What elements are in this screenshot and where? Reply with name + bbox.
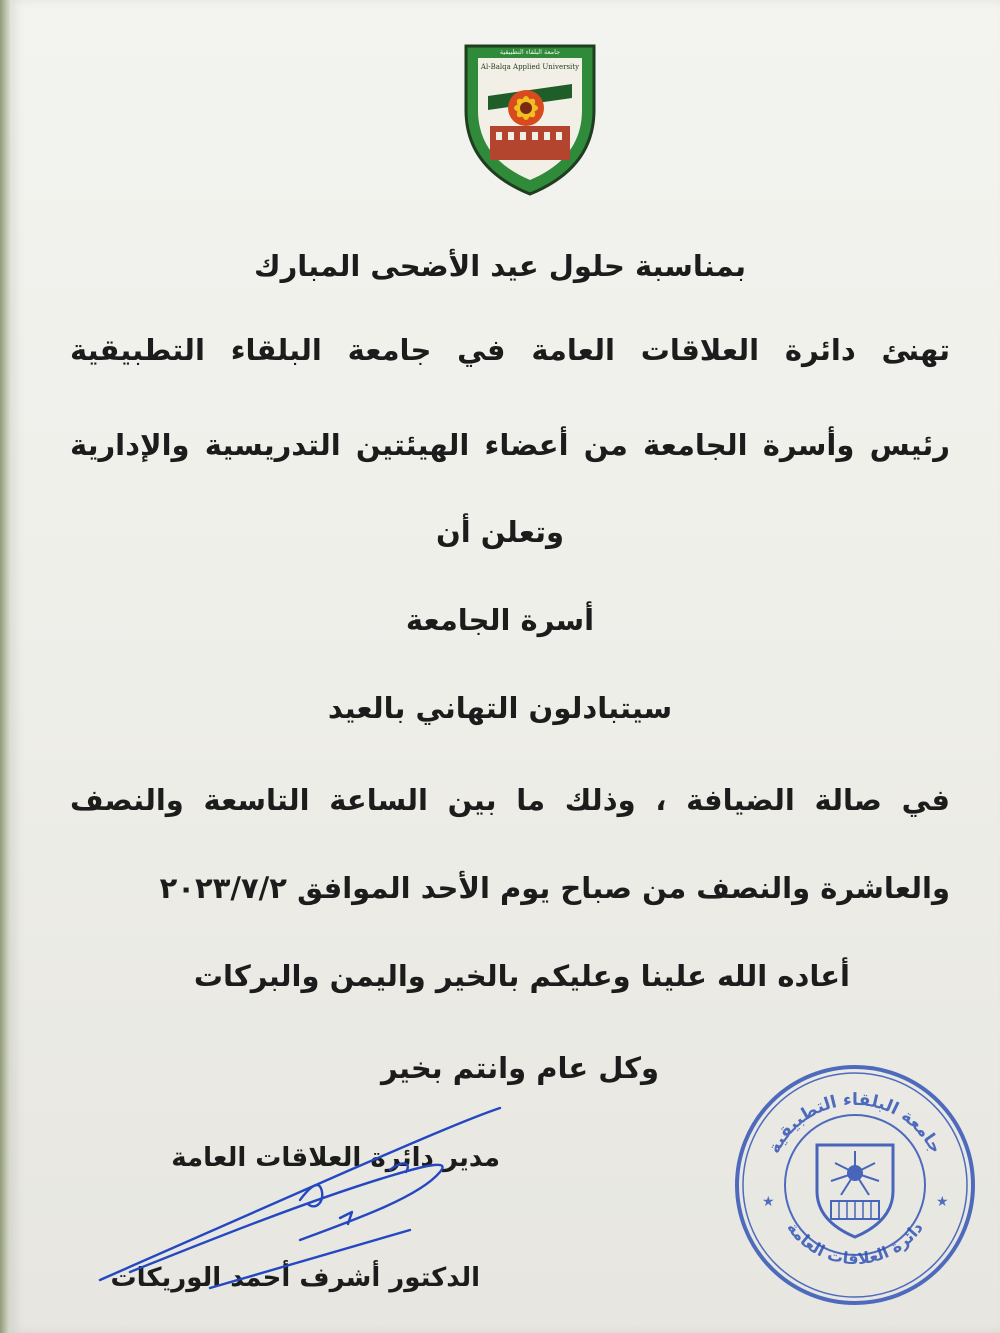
- letter-line-6: في صالة الضيافة ، وذلك ما بين الساعة التاسعة والنصف: [70, 783, 950, 817]
- stamp-text-inner: دائرة العلاقات العامة: [783, 1218, 927, 1269]
- svg-text:★: ★: [762, 1194, 775, 1210]
- letter-line-8: أعاده الله علينا وعليكم بالخير واليمن والبركات: [193, 959, 850, 993]
- letter-line-1: تهنئ دائرة العلاقات العامة في جامعة البلقاء التطبيقية: [70, 333, 950, 367]
- logo-text-en: Al-Balqa Applied University: [480, 63, 580, 71]
- official-stamp: [730, 1060, 980, 1310]
- handwritten-signature: [90, 1100, 520, 1300]
- signatory-title: مدير دائرة العلاقات العامة: [171, 1143, 500, 1173]
- letter-line-9: وكل عام وانتم بخير: [380, 1051, 660, 1085]
- occasion-heading: بمناسبة حلول عيد الأضحى المبارك: [254, 249, 746, 283]
- stamp-text-outer: جامعة البلقاء التطبيقية: [764, 1089, 946, 1157]
- letter-line-2: رئيس وأسرة الجامعة من أعضاء الهيئتين التدريسية والإدارية: [70, 428, 950, 462]
- svg-text:★: ★: [936, 1194, 949, 1210]
- signatory-name: الدكتور أشرف أحمد الوريكات: [110, 1263, 480, 1293]
- svg-text:جامعة البلقاء التطبيقية: [764, 1090, 945, 1157]
- letter-line-5: سيتبادلون التهاني بالعيد: [327, 691, 673, 725]
- logo-text-ar: جامعة البلقاء التطبيقية: [499, 48, 561, 56]
- university-logo: [460, 40, 600, 198]
- letter-line-3: وتعلن أن: [435, 515, 564, 549]
- letter-line-4: أسرة الجامعة: [405, 603, 595, 637]
- letter-line-7: والعاشرة والنصف من صباح يوم الأحد الموافق ٢٠٢٣/٧/٢: [159, 871, 950, 905]
- svg-text:دائرة العلاقات العامة: [783, 1218, 927, 1268]
